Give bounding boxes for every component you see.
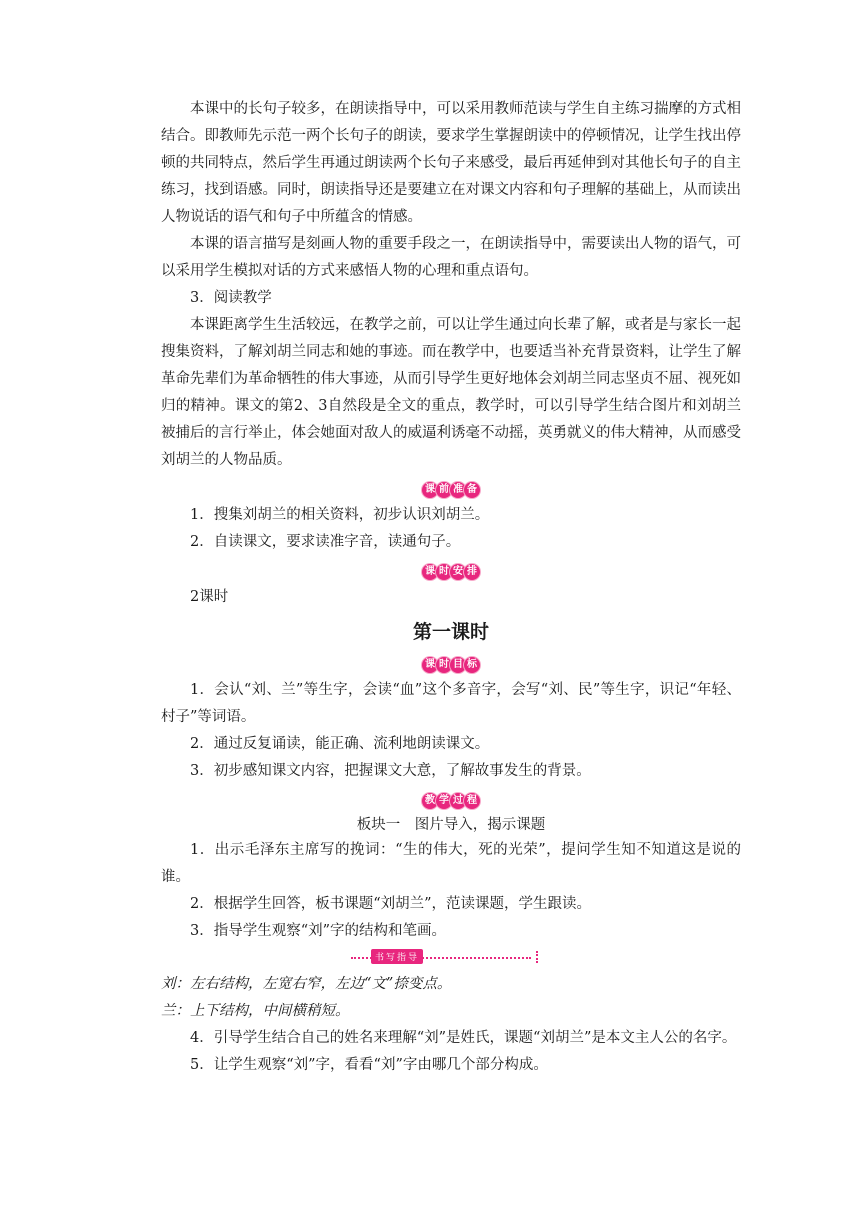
goal-item: 2．通过反复诵读，能正确、流利地朗读课文。 (190, 736, 490, 752)
paragraph-long-sentences: 本课中的长句子较多，在朗读指导中，可以采用教师范读与学生自主练习揣摩的方式相结合。即教师先示范一两个长句子的朗读，要求学生掌握朗读中的停顿情况，让学生找出停顿的共同特点，然后学生再通过朗读两个长句子来感受，最后再延伸到对其他长句子的自主练习，找到语感。同时，朗读指导还是要建立在对课文内容和句子理解的基础上，从而读出人物说话的语气和句子中所蕴含的情感。 (161, 101, 741, 225)
process-item: 3．指导学生观察“刘”字的结构和笔画。 (190, 923, 447, 939)
prep-item: 1．搜集刘胡兰的相关资料，初步认识刘胡兰。 (190, 507, 490, 523)
badge-goals: 课 时 目 标 (161, 649, 741, 677)
writing-guide-badge: 书写指导 (371, 949, 423, 964)
paragraph-reading-teaching: 本课距离学生生活较远，在教学之前，可以让学生通过向长辈了解，或者是与家长一起搜集资料，了解刘胡兰同志和她的事迹。而在教学中，也要适当补充背景资料，让学生了解革命先辈们为革命牺牲的伟大事迹，从而引导学生更好地体会刘胡兰同志坚贞不屈、视死如归的精神。课文的第2、3自然段是全文的重点，教学时，可以引导学生结合图片和刘胡兰被捕后的言行举止，体会她面对敌人的威逼利诱毫不动摇，英勇就义的伟大精神，从而感受刘胡兰的人物品质。 (161, 317, 741, 468)
page-content (161, 96, 741, 1079)
goal-item: 1．会认“刘、兰”等生字，会读“血”这个多音字，会写“刘、民”等生字，识记“年轻、村子”等词语。 (161, 682, 741, 725)
process-item: 2．根据学生回答，板书课题“刘胡兰”，范读课题，学生跟读。 (190, 896, 592, 912)
section-heading-reading: 3．阅读教学 (190, 290, 272, 306)
lesson-title: 第一课时 (412, 621, 489, 643)
prep-item: 2．自读课文，要求读准字音，读通句子。 (190, 534, 461, 550)
badge-schedule: 课 时 安 排 (161, 556, 741, 584)
goal-item: 3．初步感知课文内容，把握课文大意，了解故事发生的背景。 (190, 763, 591, 779)
schedule-text: 2课时 (190, 589, 229, 605)
badge-process: 教 学 过 程 (161, 785, 741, 813)
dotted-rule-end (534, 951, 538, 963)
block1-title: 板块一 图片导入，揭示课题 (356, 817, 546, 833)
guide-line: 刘：左右结构，左宽右窄，左边“文”捺变点。 (161, 976, 452, 992)
paragraph-language-description: 本课的语言描写是刻画人物的重要手段之一，在朗读指导中，需要读出人物的语气，可以采用学生模拟对话的方式来感悟人物的心理和重点语句。 (161, 236, 741, 279)
writing-guide-header (161, 945, 741, 971)
badge-prep: 课 前 准 备 (161, 474, 741, 502)
process-item: 5．让学生观察“刘”字，看看“刘”字由哪几个部分构成。 (190, 1057, 548, 1073)
guide-line: 兰：上下结构，中间横稍短。 (161, 1003, 350, 1019)
process-item: 1．出示毛泽东主席写的挽词：“生的伟大，死的光荣”，提问学生知不知道这是说的谁。 (161, 842, 741, 885)
process-item: 4．引导学生结合自己的姓名来理解“刘”是姓氏，课题“刘胡兰”是本文主人公的名字。 (190, 1030, 737, 1046)
